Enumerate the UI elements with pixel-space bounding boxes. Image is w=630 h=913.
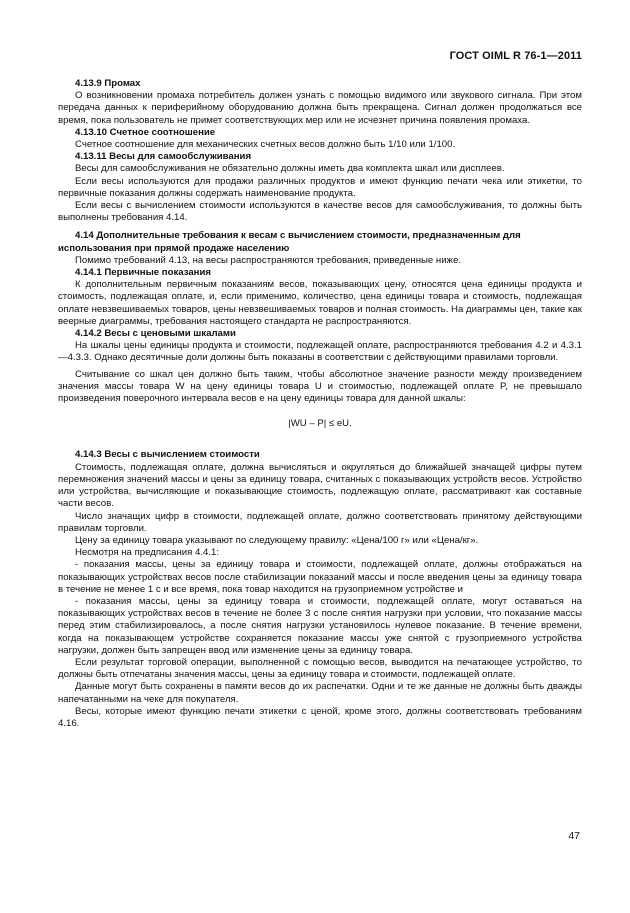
section-heading-4-13-10: 4.13.10 Счетное соотношение — [75, 126, 216, 138]
paragraph: На шкалы цены единицы продукта и стоимости, подлежащей оплате, распространяются требования 4.2 и 4.3.1—4.3.3. Однако десятичные доли должны быть показаны в соответствии с действующими правилами торговли. — [58, 340, 582, 364]
paragraph: Если весы с вычислением стоимости используются в качестве весов для самообслуживания, то должны быть выполнены требования 4.14. — [58, 200, 582, 224]
section-heading-4-13-9: 4.13.9 Промах — [75, 78, 141, 89]
list-item: - показания массы, цены за единицу товара и стоимости, подлежащей оплате, могут оставаться на показывающих устройствах весов в течение не более 3 с после снятия нагрузки при условии, что показание массы перед этим стабилизировалось, а после снятия нагрузки установилось нулевое показание. В течение времени, когда на показывающем устройстве сохраняется показание массы уже снятой с грузоприемного устройства нагрузки, должен быть запрещен ввод или изменение цены за единицу товара. — [58, 595, 582, 656]
standard-header: ГОСТ OIML R 76-1—2011 — [449, 50, 582, 62]
section-heading-4-14-2: 4.14.2 Весы с ценовыми шкалами — [75, 328, 236, 340]
paragraph: Весы для самообслуживания не обязательно должны иметь два комплекта шкал или дисплеев. — [75, 163, 505, 175]
paragraph: Число значащих цифр в стоимости, подлежащей оплате, должно соответствовать принятому действующими правилам торговли. — [58, 510, 582, 534]
paragraph: Помимо требований 4.13, на весы распространяются требования, приведенные ниже. — [75, 254, 461, 266]
paragraph: О возникновении промаха потребитель должен узнать с помощью видимого или звукового сигнала. При этом передача данных к периферийному оборудованию должна быть прекращена. Сигнал должен продолжаться все время, пока пользователь не примет соответствующих мер или не исчезнет причина появления промаха. — [58, 90, 582, 126]
list-item: - показания массы, цены за единицу товара и стоимости, подлежащей оплате, должны отображаться на показывающих устройствах весов после стабилизации показаний массы и после введения цены за единицу товара в течение не менее 1 с и все время, пока товар находится на грузоприемном устройстве и — [58, 559, 582, 595]
formula: |WU – P| ≤ eU. — [288, 418, 352, 430]
paragraph: Весы, которые имеют функцию печати этикетки с ценой, кроме этого, должны соответствовать требованиям 4.16. — [58, 705, 582, 729]
paragraph: Несмотря на предписания 4.4.1: — [75, 547, 220, 559]
paragraph: Если результат торговой операции, выполненной с помощью весов, выводится на печатающее устройство, то должны быть отпечатаны значения массы, цены за единицу товара и стоимости, подлежащей оплате. — [58, 656, 582, 681]
paragraph: Счетное соотношение для механических счетных весов должно быть 1/10 или 1/100. — [75, 139, 456, 151]
section-heading-4-14: 4.14 Дополнительные требования к весам с вычислением стоимости, предназначенным для использования при прямой продаже населению — [58, 230, 521, 254]
document-body — [58, 78, 582, 730]
page-number: 47 — [568, 830, 580, 842]
section-heading-4-14-3: 4.14.3 Весы с вычислением стоимости — [75, 449, 260, 461]
section-heading-4-13-11: 4.13.11 Весы для самообслуживания — [75, 151, 252, 163]
paragraph: Если весы используются для продажи различных продуктов и имеют функцию печати чека или этикетки, то первичные показания должны содержать наименование продукта. — [58, 175, 582, 199]
section-heading-4-14-1: 4.14.1 Первичные показания — [75, 267, 211, 279]
paragraph: Считывание со шкал цен должно быть таким, чтобы абсолютное значение разности между произведением значения массы товара W на цену единицы товара U и стоимостью, подлежащей оплате P, не превышало произведения поверочного интервала весов e на цену единицы товара для данной шкалы: — [58, 368, 582, 405]
paragraph: Цену за единицу товара указывают по следующему правилу: «Цена/100 г» или «Цена/кг». — [75, 534, 479, 546]
paragraph: Стоимость, подлежащая оплате, должна вычисляться и округляться до ближайшей значащей цифры путем перемножения значений массы и цены за единицу товара, считанных с показывающих устройств весов. Устройство или устройства, вычисляющие и показывающие стоимость, подлежащую оплате, рассматривают как составные части весов. — [58, 461, 582, 510]
paragraph: К дополнительным первичным показаниям весов, показывающих цену, относятся цена единицы продукта и стоимость, подлежащая оплате, и, если применимо, количество, цена единицы товара и стоимость, подлежащая оплате невзвешиваемых товаров, цены невзвешиваемых товаров и полная стоимость. На диаграммы цен, такие как веерные диаграммы, требования настоящего стандарта не распространяются. — [58, 279, 582, 327]
paragraph: Данные могут быть сохранены в памяти весов до их распечатки. Одни и те же данные не должны быть дважды напечатанными на чеке для покупателя. — [58, 681, 582, 705]
